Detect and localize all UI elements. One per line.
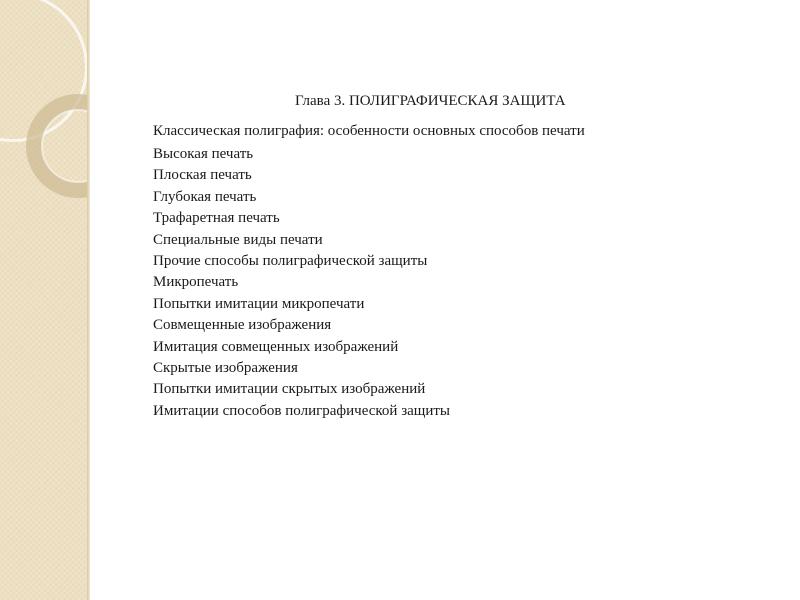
section-subtitle: Классическая полиграфия: особенности основных способов печати [153, 123, 585, 139]
topic-item: Трафаретная печать [153, 210, 280, 227]
topic-item: Специальные виды печати [153, 231, 323, 248]
topic-item: Попытки имитации микропечати [153, 295, 365, 312]
topic-list [153, 144, 450, 422]
topic-item: Глубокая печать [153, 188, 257, 205]
chapter-title: Глава 3. ПОЛИГРАФИЧЕСКАЯ ЗАЩИТА [295, 93, 566, 109]
topic-item: Высокая печать [153, 146, 254, 162]
topic-item: Имитации способов полиграфической защиты [153, 402, 450, 419]
topic-item: Совмещенные изображения [153, 317, 332, 334]
topic-item: Микропечать [153, 274, 239, 291]
topic-item: Прочие способы полиграфической защиты [153, 252, 428, 269]
topic-item: Имитация совмещенных изображений [153, 338, 399, 355]
topic-item: Плоская печать [153, 167, 252, 184]
topic-item: Попытки имитации скрытых изображений [153, 381, 426, 398]
topic-item: Скрытые изображения [153, 359, 298, 376]
